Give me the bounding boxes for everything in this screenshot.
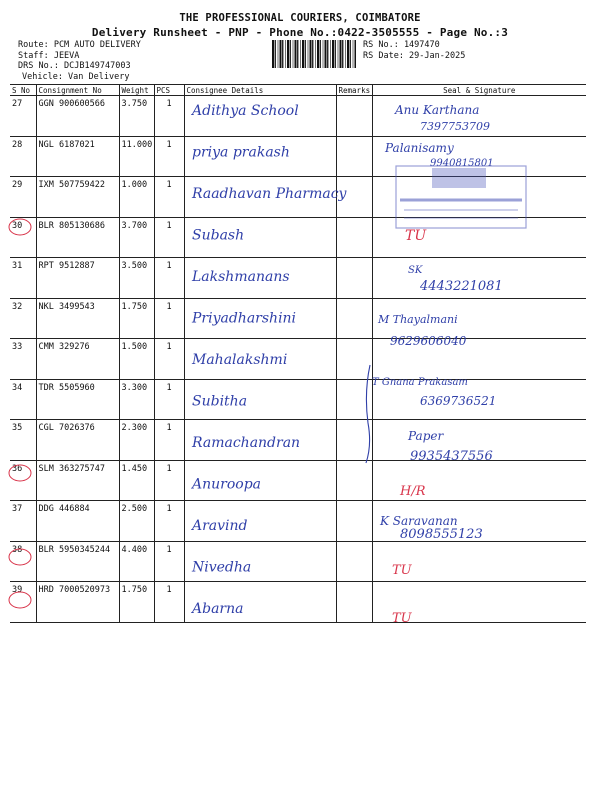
consignee-cell [184, 177, 336, 218]
barcode [272, 40, 356, 68]
table-row [10, 96, 586, 137]
runsheet-table [10, 84, 586, 623]
weight-cell: 2.500 [119, 501, 154, 542]
weight-cell: 11.000 [119, 136, 154, 177]
signature-handwriting: 8098555123 [400, 527, 483, 542]
signature-handwriting: T Gnana Prakasam [372, 377, 468, 388]
remarks-cell [336, 298, 372, 339]
table-row [10, 541, 586, 582]
sno-cell: 31 [10, 258, 36, 299]
remarks-cell [336, 217, 372, 258]
col-consignment: Consignment No [36, 85, 119, 96]
signature-cell [372, 339, 586, 380]
consignee-cell [184, 298, 336, 339]
consignee-cell [184, 136, 336, 177]
signature-handwriting: TU [405, 228, 427, 244]
pcs-cell: 1 [154, 258, 184, 299]
signature-cell [372, 258, 586, 299]
pcs-cell: 1 [154, 298, 184, 339]
weight-cell: 1.750 [119, 582, 154, 623]
consignment-cell: NKL 3499543 [36, 298, 119, 339]
consignee-handwriting: Subash [192, 227, 245, 244]
consignment-cell: BLR 5950345244 [36, 541, 119, 582]
consignment-cell: GGN 900600566 [36, 96, 119, 137]
rs-no-label: RS No.: 1497470 [363, 40, 440, 50]
consignee-handwriting: Anuroopa [192, 476, 262, 493]
signature-cell [372, 96, 586, 137]
consignee-handwriting: Subitha [192, 393, 248, 410]
signature-cell [372, 460, 586, 501]
signature-cell [372, 177, 586, 218]
sno-cell: 34 [10, 379, 36, 420]
consignment-cell: DDG 446884 [36, 501, 119, 542]
remarks-cell [336, 136, 372, 177]
signature-handwriting: TU [392, 563, 412, 578]
vehicle-label: Vehicle: Van Delivery [22, 72, 130, 82]
sno-cell: 33 [10, 339, 36, 380]
remarks-cell [336, 460, 372, 501]
signature-handwriting: K Saravanan [380, 514, 458, 528]
signature-handwriting: Palanisamy [385, 141, 454, 155]
runsheet-title: Delivery Runsheet - PNP - Phone No.:0422-3505555 - Page No.:3 [91, 26, 509, 39]
route-label: Route: PCM AUTO DELIVERY [18, 40, 141, 50]
consignment-cell: IXM 507759422 [36, 177, 119, 218]
table-row [10, 298, 586, 339]
signature-cell [372, 541, 586, 582]
weight-cell: 1.450 [119, 460, 154, 501]
consignee-cell [184, 501, 336, 542]
remarks-cell [336, 501, 372, 542]
consignee-handwriting: Priyadharshini [192, 310, 297, 327]
consignee-cell [184, 541, 336, 582]
signature-handwriting: Paper [408, 429, 444, 443]
consignee-handwriting: Adithya School [192, 103, 299, 119]
remarks-cell [336, 177, 372, 218]
remarks-cell [336, 258, 372, 299]
signature-cell [372, 501, 586, 542]
consignment-cell: CMM 329276 [36, 339, 119, 380]
meta-left [18, 40, 141, 72]
sno-cell: 35 [10, 420, 36, 461]
remarks-cell [336, 96, 372, 137]
signature-handwriting: H/R [400, 484, 426, 499]
sno-cell: 28 [10, 136, 36, 177]
consignee-cell [184, 460, 336, 501]
staff-label: Staff: JEEVA [18, 50, 80, 61]
sno-cell: 39 [10, 582, 36, 623]
consignee-cell [184, 339, 336, 380]
signature-handwriting: 9940815801 [430, 158, 494, 169]
consignment-cell: HRD 7000520973 [36, 582, 119, 623]
consignment-cell: TDR 5505960 [36, 379, 119, 420]
col-consignee: Consignee Details [184, 85, 336, 96]
signature-handwriting: SK [408, 265, 423, 276]
signature-handwriting: 4443221081 [420, 279, 503, 294]
table-row [10, 258, 586, 299]
consignment-cell: NGL 6187021 [36, 136, 119, 177]
pcs-cell: 1 [154, 339, 184, 380]
col-remarks: Remarks [336, 85, 372, 96]
weight-cell: 3.500 [119, 258, 154, 299]
col-weight: Weight [119, 85, 154, 96]
sno-cell: 38 [10, 541, 36, 582]
pcs-cell: 1 [154, 541, 184, 582]
table-row [10, 420, 586, 461]
consignment-cell: SLM 363275747 [36, 460, 119, 501]
sno-cell: 29 [10, 177, 36, 218]
table-row [10, 136, 586, 177]
sno-cell: 30 [10, 217, 36, 258]
consignee-handwriting: Lakshmanans [192, 269, 290, 285]
table-row [10, 217, 586, 258]
signature-handwriting: 7397753709 [420, 120, 490, 133]
pcs-cell: 1 [154, 582, 184, 623]
signature-cell [372, 420, 586, 461]
remarks-cell [336, 379, 372, 420]
signature-handwriting: 9935437556 [410, 449, 493, 464]
company-title: THE PROFESSIONAL COURIERS, COIMBATORE [179, 12, 421, 24]
pcs-cell: 1 [154, 217, 184, 258]
pcs-cell: 1 [154, 136, 184, 177]
signature-handwriting: 6369736521 [420, 394, 497, 408]
consignee-handwriting: Mahalakshmi [192, 352, 288, 368]
signature-cell [372, 217, 586, 258]
signature-cell [372, 379, 586, 420]
weight-cell: 4.400 [119, 541, 154, 582]
sno-cell: 36 [10, 460, 36, 501]
consignee-cell [184, 258, 336, 299]
weight-cell: 1.750 [119, 298, 154, 339]
weight-cell: 3.300 [119, 379, 154, 420]
consignee-handwriting: Abarna [192, 601, 244, 617]
signature-cell [372, 582, 586, 623]
remarks-cell [336, 420, 372, 461]
meta-right [363, 40, 465, 61]
pcs-cell: 1 [154, 501, 184, 542]
consignment-cell: RPT 9512887 [36, 258, 119, 299]
sno-cell: 32 [10, 298, 36, 339]
rs-date-label: RS Date: 29-Jan-2025 [363, 50, 466, 61]
col-seal-signature: Seal & Signature [372, 85, 586, 96]
pcs-cell: 1 [154, 379, 184, 420]
signature-handwriting: TU [392, 611, 412, 626]
remarks-cell [336, 541, 372, 582]
table-row [10, 501, 586, 542]
drs-label: DRS No.: DCJB149747003 [18, 61, 131, 71]
weight-cell: 1.500 [119, 339, 154, 380]
sno-cell: 37 [10, 501, 36, 542]
pcs-cell: 1 [154, 96, 184, 137]
consignment-cell: CGL 7026376 [36, 420, 119, 461]
pcs-cell: 1 [154, 420, 184, 461]
weight-cell: 2.300 [119, 420, 154, 461]
weight-cell: 3.700 [119, 217, 154, 258]
consignee-cell [184, 379, 336, 420]
table-header-row [10, 85, 586, 96]
table-row [10, 379, 586, 420]
signature-handwriting: Anu Karthana [395, 103, 480, 117]
sno-cell: 27 [10, 96, 36, 137]
signature-cell [372, 136, 586, 177]
col-pcs: PCS [154, 85, 184, 96]
consignee-cell [184, 420, 336, 461]
consignee-handwriting: priya prakash [192, 144, 290, 161]
consignee-handwriting: Aravind [192, 518, 248, 534]
consignee-cell [184, 96, 336, 137]
signature-handwriting: 9629606040 [390, 334, 467, 348]
table-row [10, 339, 586, 380]
weight-cell: 3.750 [119, 96, 154, 137]
signature-handwriting: M Thayalmani [378, 313, 458, 326]
pcs-cell: 1 [154, 177, 184, 218]
table-row [10, 582, 586, 623]
remarks-cell [336, 339, 372, 380]
table-row [10, 460, 586, 501]
consignee-handwriting: Nivedha [192, 559, 252, 576]
consignee-cell [184, 217, 336, 258]
consignee-cell [184, 582, 336, 623]
weight-cell: 1.000 [119, 177, 154, 218]
consignee-handwriting: Ramachandran [192, 435, 301, 451]
table-row [10, 177, 586, 218]
consignee-handwriting: Raadhavan Pharmacy [192, 186, 347, 202]
col-sno: S No [10, 85, 36, 96]
pcs-cell: 1 [154, 460, 184, 501]
remarks-cell [336, 582, 372, 623]
consignment-cell: BLR 805130686 [36, 217, 119, 258]
signature-cell [372, 298, 586, 339]
